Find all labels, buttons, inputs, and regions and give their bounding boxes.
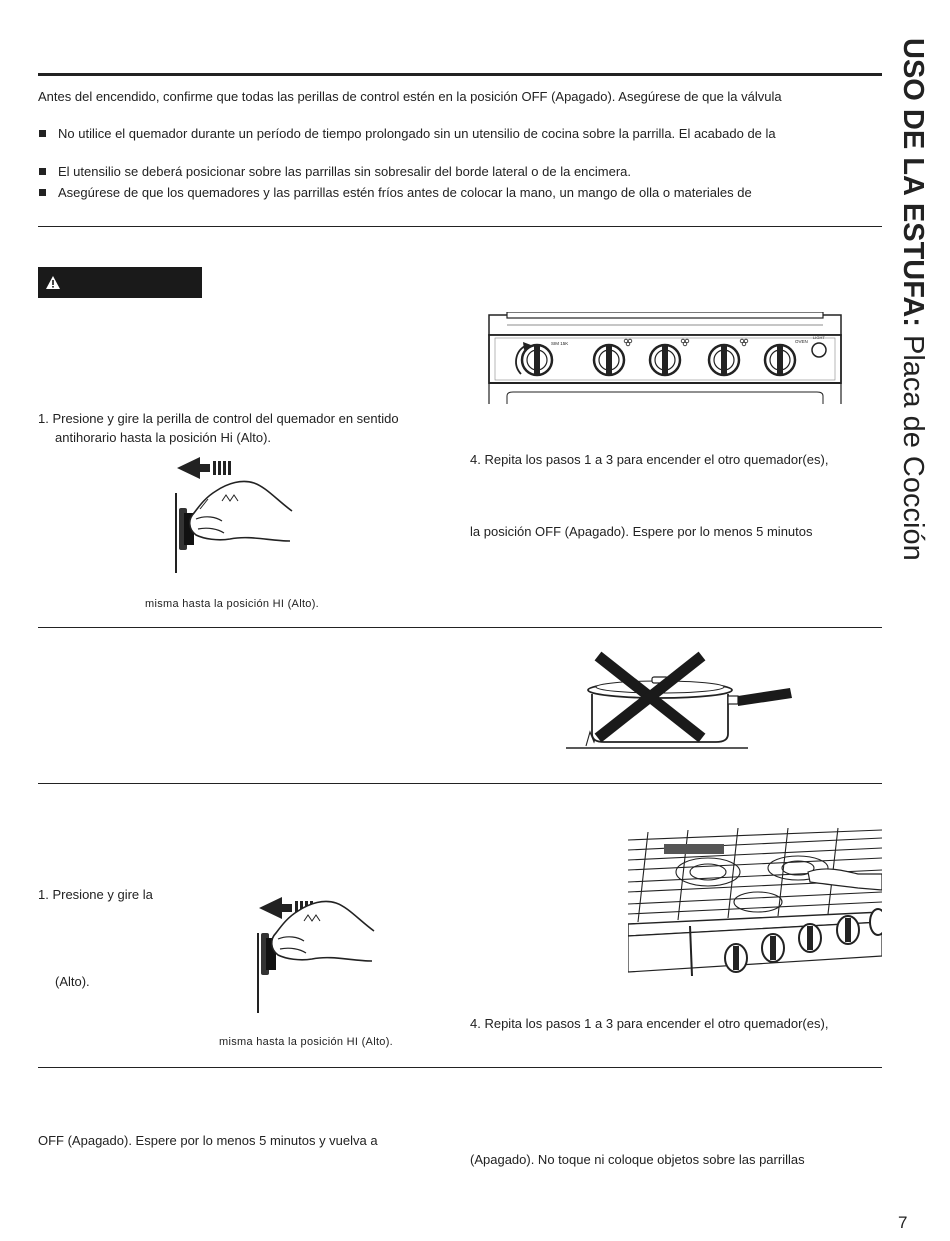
section-rule — [38, 783, 882, 784]
s1-caption: misma hasta la posición HI (Alto). — [145, 598, 320, 610]
control-panel-illustration — [487, 312, 845, 404]
cooktop-grates-illustration — [628, 826, 882, 976]
s3-step4: 4. Repita los pasos 1 a 3 para encender el otro quemador(es), — [470, 1016, 829, 1031]
warning-icon — [43, 273, 63, 293]
s1-step1-line1: 1. Presione y gire la perilla de control del quemador en sentido — [38, 411, 399, 426]
intro-bullet-1: No utilice el quemador durante un período de tiempo prolongado sin un utensilio de cocina sobre la parrilla. El acabado de la — [58, 126, 776, 141]
intro-bullet-2: El utensilio se deberá posicionar sobre las parrillas sin sobresalir del borde lateral o de la encimera. — [58, 164, 632, 179]
s3-step1: 1. Presione y gire la — [38, 887, 153, 902]
s3-alto: (Alto). — [55, 974, 90, 989]
side-title-bold: USO DE LA ESTUFA: — [897, 38, 929, 327]
s1-off-text: la posición OFF (Apagado). Espere por lo menos 5 minutos — [470, 524, 813, 539]
s3-caption: misma hasta la posición HI (Alto). — [219, 1036, 394, 1048]
warning-label — [38, 267, 202, 298]
panel-label-right: OVEN — [795, 339, 808, 344]
intro-paragraph: Antes del encendido, confirme que todas las perillas de control estén en la posición OFF (Apagado). Asegúrese de que la válvula — [38, 89, 782, 104]
s1-step4: 4. Repita los pasos 1 a 3 para encender el otro quemador(es), — [470, 452, 829, 467]
section-rule — [38, 627, 882, 628]
s4-right-text: (Apagado). No toque ni coloque objetos sobre las parrillas — [470, 1152, 805, 1167]
intro-bullet-3: Asegúrese de que los quemadores y las parrillas estén fríos antes de colocar la mano, un mango de olla o materiales de — [58, 185, 752, 200]
s1-step1-line2: antihorario hasta la posición Hi (Alto). — [55, 430, 272, 445]
top-rule — [38, 73, 882, 76]
crossed-pot-illustration — [562, 650, 798, 754]
side-title — [893, 38, 933, 638]
s4-left-text: OFF (Apagado). Espere por lo menos 5 minutos y vuelva a — [38, 1133, 378, 1148]
hand-knob-illustration — [252, 893, 377, 1015]
hand-knob-illustration — [170, 453, 295, 575]
bullet-icon — [39, 168, 46, 175]
panel-label-light: LIGHT — [813, 335, 825, 340]
side-title-light: Placa de Cocción — [897, 326, 929, 561]
section-rule — [38, 1067, 882, 1068]
bullet-icon — [39, 189, 46, 196]
section-rule — [38, 226, 882, 227]
panel-label-left: SIM 15K — [551, 341, 569, 346]
page-number: 7 — [898, 1213, 908, 1232]
bullet-icon — [39, 130, 46, 137]
